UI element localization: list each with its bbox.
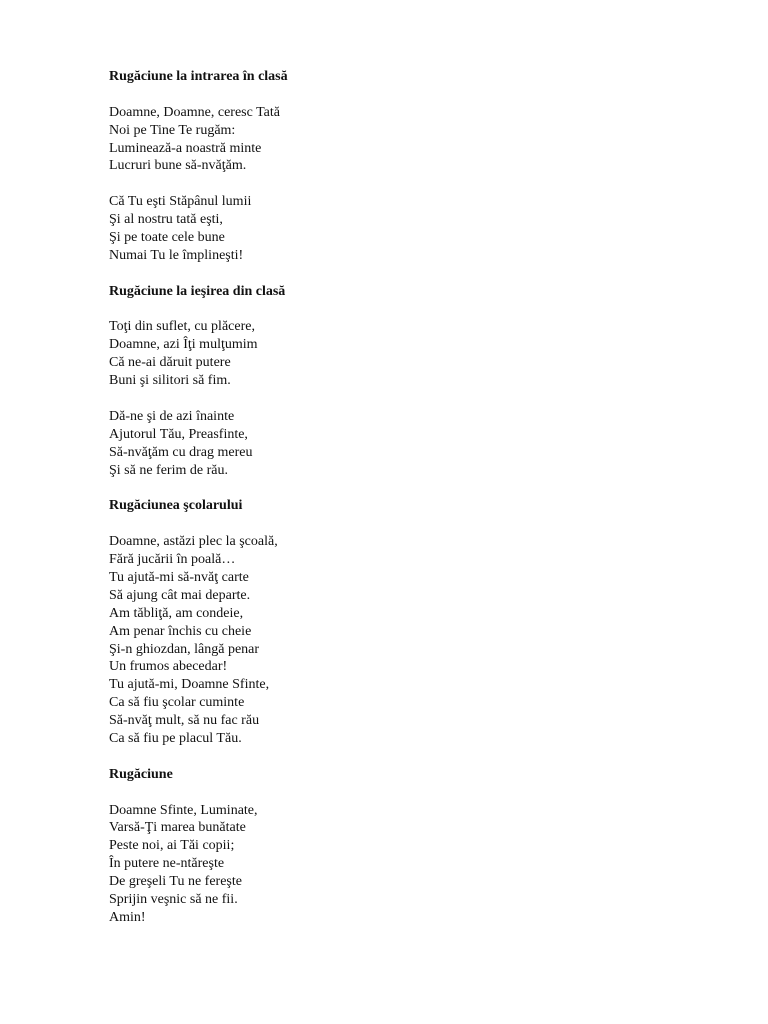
verse-line: Că Tu eşti Stăpânul lumii — [109, 194, 252, 210]
blank-line — [109, 265, 669, 283]
verse-line: Noi pe Tine Te rugăm: — [109, 122, 236, 138]
blank-line — [109, 515, 669, 533]
blank-line — [109, 784, 669, 802]
section-title: Rugăciune la intrarea în clasă — [109, 69, 288, 84]
verse-line: Ajutorul Tău, Preasfinte, — [109, 426, 248, 442]
verse-line: Peste noi, ai Tăi copii; — [109, 838, 235, 854]
blank-line — [109, 748, 669, 766]
verse-line: Ca să fiu pe placul Tău. — [109, 730, 242, 746]
verse-line: Amin! — [109, 909, 146, 925]
verse-line: Lucruri bune să-nvăţăm. — [109, 158, 247, 174]
verse-line: Şi al nostru tată eşti, — [109, 212, 223, 228]
verse-line: Am tăbliţă, am condeie, — [109, 605, 244, 621]
verse-line: Doamne, astăzi plec la şcoală, — [109, 534, 278, 550]
verse-line: Să-nvăţ mult, să nu fac rău — [109, 713, 260, 729]
verse-line: Ca să fiu şcolar cuminte — [109, 695, 245, 711]
verse-line: Doamne, Doamne, ceresc Tată — [109, 104, 280, 120]
verse-line: Doamne, azi Îţi mulţumim — [109, 337, 258, 353]
stanza — [109, 802, 669, 927]
verse-line: Buni şi silitori să fim. — [109, 373, 231, 389]
verse-line: Numai Tu le împlineşti! — [109, 247, 244, 263]
blank-line — [109, 479, 669, 497]
section-title: Rugăciune — [109, 766, 173, 782]
stanza — [109, 104, 669, 176]
verse-line: Şi-n ghiozdan, lângă penar — [109, 641, 260, 657]
verse-line: În putere ne-ntăreşte — [109, 856, 225, 872]
verse-line: Tu ajută-mi să-nvăţ carte — [109, 569, 249, 585]
verse-line: Sprijin veşnic să ne fii. — [109, 891, 238, 907]
verse-line: Să-nvăţăm cu drag mereu — [109, 444, 253, 460]
document-content — [109, 68, 669, 927]
verse-line: Dă-ne şi de azi înainte — [109, 408, 235, 424]
section-title: Rugăciunea şcolarului — [109, 498, 243, 514]
stanza — [109, 408, 669, 480]
verse-line: Un frumos abecedar! — [109, 659, 228, 675]
stanza — [109, 193, 669, 265]
section-title: Rugăciune la ieşirea din clasă — [109, 283, 286, 299]
blank-line — [109, 301, 669, 319]
blank-line — [109, 86, 669, 104]
verse-line: Doamne Sfinte, Luminate, — [109, 802, 258, 818]
verse-line: Fără jucării în poală… — [109, 552, 236, 568]
verse-line: Şi să ne ferim de rău. — [109, 462, 228, 478]
blank-line — [109, 175, 669, 193]
verse-line: Toţi din suflet, cu plăcere, — [109, 319, 255, 335]
verse-line: Varsă-Ţi marea bunătate — [109, 820, 246, 836]
verse-line: Că ne-ai dăruit putere — [109, 355, 231, 371]
blank-line — [109, 390, 669, 408]
verse-line: De greşeli Tu ne fereşte — [109, 874, 242, 890]
verse-line: Să ajung cât mai departe. — [109, 587, 251, 603]
verse-line: Luminează-a noastră minte — [109, 140, 262, 156]
verse-line: Am penar închis cu cheie — [109, 623, 252, 639]
stanza — [109, 318, 669, 390]
verse-line: Şi pe toate cele bune — [109, 230, 225, 246]
verse-line: Tu ajută-mi, Doamne Sfinte, — [109, 677, 270, 693]
stanza — [109, 533, 669, 748]
